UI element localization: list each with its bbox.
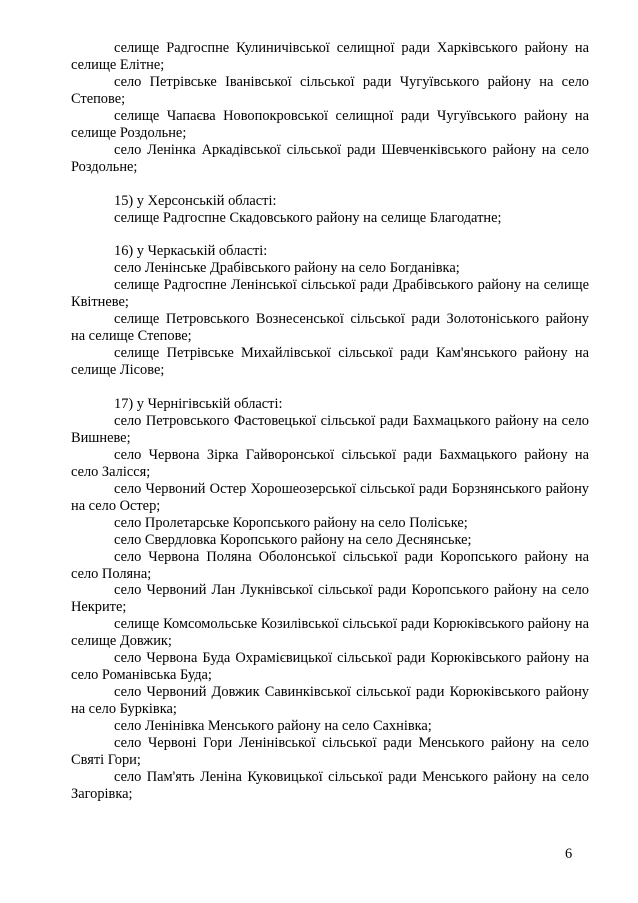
renaming-item: село Червоний Остер Хорошеозерської сільської ради Борзнянського району на село Остер; (71, 480, 589, 514)
paragraph-spacer (71, 226, 589, 243)
region-heading: 17) у Чернігівській області: (114, 395, 283, 412)
renaming-item: село Петровського Фастовецької сільської ради Бахмацького району на село Вишневе; (71, 412, 589, 446)
renaming-item: село Червона Поляна Оболонської сільської ради Коропського району на село Поляна; (71, 548, 589, 582)
renaming-item: село Свердловка Коропського району на село Деснянське; (114, 531, 472, 548)
region-heading: 16) у Черкаській області: (114, 243, 268, 260)
renaming-item: селище Чапаєва Новопокровської селищної ради Чугуївського району на селище Роздольне; (71, 107, 589, 141)
renaming-item: село Червоні Гори Ленінівської сільської ради Менського району на село Святі Гори; (71, 735, 589, 768)
renaming-item: селище Комсомольське Козилівської сільської ради Корюківського району на селище Довжик; (71, 616, 589, 650)
renaming-item: село Ленінське Драбівського району на село Богданівка; (114, 260, 460, 277)
paragraph-spacer (71, 379, 589, 396)
renaming-item: село Петрівське Іванівської сільської ради Чугуївського району на село Степове; (71, 73, 589, 107)
renaming-item: село Пам'ять Леніна Куковицької сільської ради Менського району на село Загорівка; (71, 768, 589, 802)
document-page (71, 40, 589, 803)
renaming-item: село Червоний Довжик Савинківської сільської ради Корюківського району на село Бурківка; (71, 684, 589, 718)
renaming-item: селище Радгоспне Скадовського району на селище Благодатне; (114, 209, 502, 226)
renaming-item: село Червоний Лан Лукнівської сільської ради Коропського району на село Некрите; (71, 582, 589, 616)
renaming-item: селище Петровського Вознесенської сільської ради Золотоніського району на селище Степове; (71, 311, 589, 345)
renaming-item: село Червона Зірка Гайворонської сільської ради Бахмацького району на село Залісся; (71, 446, 589, 480)
paragraph-spacer (71, 176, 589, 193)
page-number: 6 (565, 846, 573, 862)
renaming-item: село Ленінка Аркадівської сільської ради Шевченківського району на село Роздольне; (71, 141, 589, 175)
region-heading: 15) у Херсонській області: (114, 192, 277, 209)
renaming-item: селище Петрівське Михайлівської сільської ради Кам'янського району на селище Лісове; (71, 345, 589, 379)
renaming-item: селище Радгоспне Кулиничівської селищної ради Харківського району на селище Елітне; (71, 40, 589, 73)
renaming-item: село Ленінівка Менського району на село Сахнівка; (114, 718, 432, 735)
renaming-item: селище Радгоспне Ленінської сільської ради Драбівського району на селище Квітневе; (71, 277, 589, 311)
renaming-item: село Червона Буда Охрамієвицької сільської ради Корюківського району на село Романівська Буда; (71, 650, 589, 684)
renaming-item: село Пролетарське Коропського району на село Поліське; (114, 514, 468, 531)
